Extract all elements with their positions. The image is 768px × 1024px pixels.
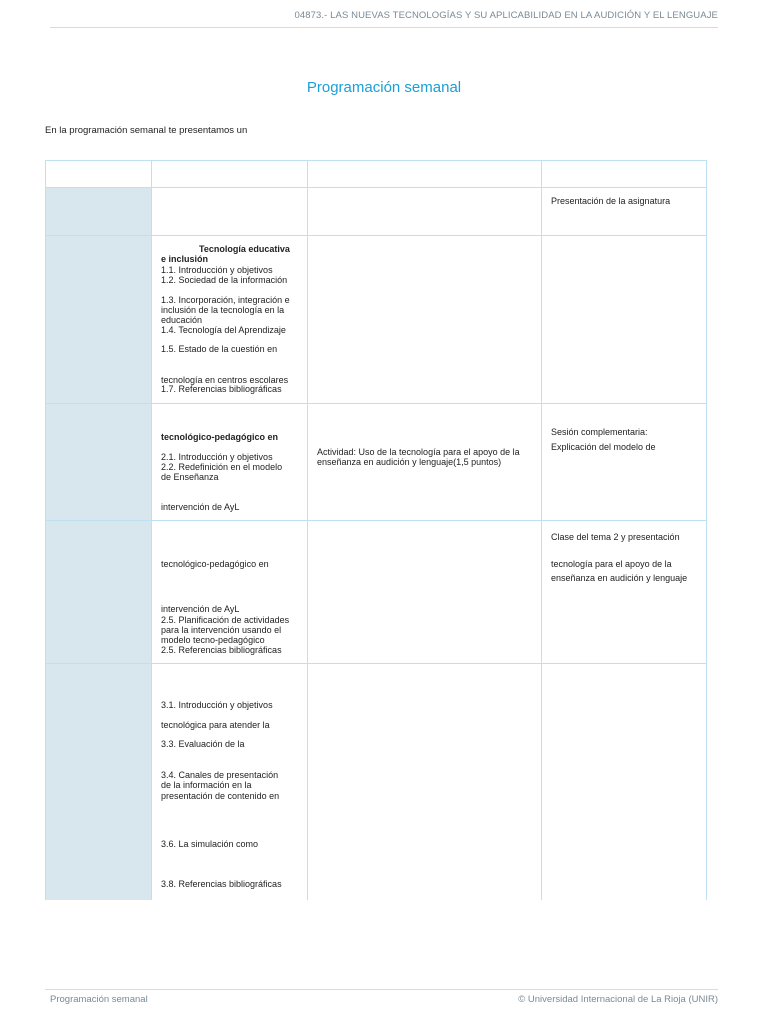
grid-line bbox=[307, 160, 308, 900]
week-cell-row4 bbox=[46, 521, 151, 663]
row2-topic-line: 1.4. Tecnología del Aprendizaje bbox=[161, 325, 286, 335]
row3-session-line: Explicación del modelo de bbox=[551, 442, 656, 452]
row2-topic-heading: Tecnología educativa bbox=[199, 244, 290, 254]
grid-line bbox=[706, 160, 707, 900]
row4-session-line: enseñanza en audición y lenguaje bbox=[551, 573, 688, 583]
row2-topic-heading: e inclusión bbox=[161, 254, 209, 264]
row3-topic-heading: tecnológico-pedagógico en bbox=[161, 432, 279, 442]
footer-rule bbox=[45, 989, 718, 990]
row2-topic-line: inclusión de la tecnología en la bbox=[161, 305, 285, 315]
row2-topic-line: educación bbox=[161, 315, 203, 325]
header-course-title: 04873.- LAS NUEVAS TECNOLOGÍAS Y SU APLICABILIDAD EN LA AUDICIÓN Y EL LENGUAJE bbox=[294, 10, 718, 21]
row4-topic-line: 2.5. Planificación de actividades bbox=[161, 615, 290, 625]
row4-topic-line: intervención de AyL bbox=[161, 604, 240, 614]
week-cell-row5 bbox=[46, 664, 151, 900]
grid-line bbox=[45, 160, 46, 900]
row3-topic-line: 2.2. Redefinición en el modelo bbox=[161, 462, 283, 472]
row2-topic-line: 1.5. Estado de la cuestión en bbox=[161, 344, 278, 354]
row4-topic-line: para la intervención usando el bbox=[161, 625, 282, 635]
grid-line bbox=[45, 160, 707, 161]
row4-topic-line: tecnológico-pedagógico en bbox=[161, 559, 269, 569]
footer-section-title: Programación semanal bbox=[50, 994, 148, 1005]
row5-topic-line: tecnológica para atender la bbox=[161, 720, 270, 730]
row1-activity: Presentación de la asignatura bbox=[551, 196, 671, 206]
weekly-schedule-table bbox=[45, 160, 707, 900]
grid-line bbox=[45, 403, 707, 404]
row3-topic-line: intervención de AyL bbox=[161, 502, 240, 512]
page-title: Programación semanal bbox=[306, 79, 462, 96]
row3-session-line: Sesión complementaria: bbox=[551, 427, 648, 437]
row4-session-line: tecnología para el apoyo de la bbox=[551, 559, 672, 569]
row4-topic-line: 2.5. Referencias bibliográficas bbox=[161, 645, 282, 655]
row3-activity-line: enseñanza en audición y lenguaje(1,5 puntos) bbox=[317, 457, 502, 467]
row5-topic-line: 3.4. Canales de presentación bbox=[161, 770, 279, 780]
grid-line bbox=[45, 520, 707, 521]
row4-topic-line: modelo tecno-pedagógico bbox=[161, 635, 265, 645]
row3-topic-line: 2.1. Introducción y objetivos bbox=[161, 452, 273, 462]
row2-topic-line: 1.2. Sociedad de la información bbox=[161, 275, 288, 285]
row5-topic-line: 3.1. Introducción y objetivos bbox=[161, 700, 273, 710]
row2-topic-line: tecnología en centros escolares bbox=[161, 375, 289, 385]
row5-topic-line: de la información en la bbox=[161, 780, 252, 790]
grid-line bbox=[45, 187, 707, 188]
footer-copyright: © Universidad Internacional de La Rioja (UNIR) bbox=[518, 994, 718, 1005]
week-cell-row1 bbox=[46, 188, 151, 235]
row2-topic-line: 1.7. Referencias bibliográficas bbox=[161, 384, 282, 394]
row2-topic-line: 1.1. Introducción y objetivos bbox=[161, 265, 273, 275]
row5-topic-line: presentación de contenido en bbox=[161, 791, 280, 801]
grid-line bbox=[45, 235, 707, 236]
week-cell-row2 bbox=[46, 236, 151, 403]
grid-line bbox=[541, 160, 542, 900]
page-header bbox=[50, 0, 718, 28]
intro-text: En la programación semanal te presentamos un bbox=[45, 125, 248, 136]
row2-topic-line: 1.3. Incorporación, integración e bbox=[161, 295, 290, 305]
week-cell-row3 bbox=[46, 404, 151, 520]
row5-topic-line: 3.8. Referencias bibliográficas bbox=[161, 879, 282, 889]
row5-topic-line: 3.6. La simulación como bbox=[161, 839, 259, 849]
grid-line bbox=[45, 663, 707, 664]
row3-activity-line: Actividad: Uso de la tecnología para el apoyo de la bbox=[317, 447, 520, 457]
row4-session-line: Clase del tema 2 y presentación bbox=[551, 532, 680, 542]
row5-topic-line: 3.3. Evaluación de la bbox=[161, 739, 245, 749]
grid-line bbox=[151, 160, 152, 900]
row3-topic-line: de Enseñanza bbox=[161, 472, 219, 482]
